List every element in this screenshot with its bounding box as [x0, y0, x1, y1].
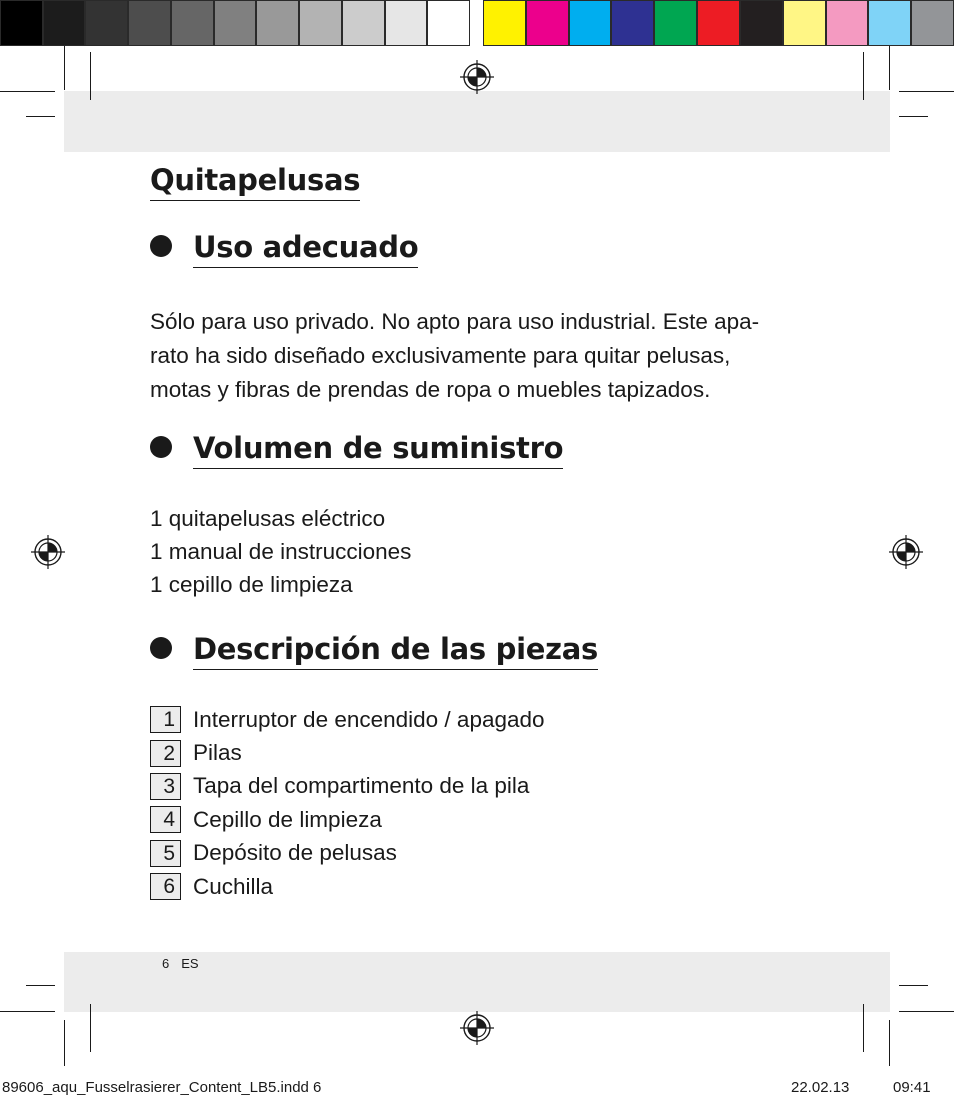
- registration-mark-icon: [460, 1011, 494, 1045]
- cmyk-swatch: [826, 0, 869, 46]
- list-item: 1 cepillo de limpieza: [150, 572, 353, 597]
- part-number: 4: [150, 806, 181, 833]
- section-heading-text: Volumen de suministro: [193, 431, 563, 469]
- part-number: 2: [150, 740, 181, 767]
- slug-date: 22.02.13: [791, 1079, 850, 1096]
- language-code: ES: [181, 956, 199, 971]
- list-item: [150, 803, 545, 836]
- list-item: [150, 703, 545, 736]
- top-band: [64, 91, 890, 152]
- paragraph-line: motas y fibras de prendas de ropa o muebles tapizados.: [150, 377, 711, 402]
- crop-mark: [889, 1020, 890, 1066]
- registration-mark-icon: [31, 535, 65, 569]
- list-item: [150, 770, 545, 803]
- parts-list: [150, 703, 545, 903]
- crop-mark: [863, 52, 864, 100]
- part-label: Pilas: [193, 740, 242, 766]
- volumen-list: [150, 502, 411, 601]
- cmyk-swatch: [526, 0, 569, 46]
- crop-mark: [90, 52, 91, 100]
- cmyk-swatch: [868, 0, 911, 46]
- gray-swatch: [256, 0, 299, 46]
- crop-mark: [26, 985, 55, 986]
- page-number: 6: [162, 956, 170, 971]
- cmyk-swatch: [783, 0, 826, 46]
- page-footer: [162, 956, 199, 971]
- gray-swatch: [427, 0, 470, 46]
- crop-mark: [889, 46, 890, 90]
- crop-mark: [899, 985, 928, 986]
- list-item: [150, 837, 545, 870]
- part-number: 1: [150, 706, 181, 733]
- gray-swatch: [128, 0, 171, 46]
- gray-scale-bar: [0, 0, 470, 46]
- crop-mark: [899, 91, 954, 92]
- section-heading-piezas: [150, 632, 598, 670]
- part-label: Depósito de pelusas: [193, 840, 397, 866]
- cmyk-swatch: [697, 0, 740, 46]
- list-item: 1 manual de instrucciones: [150, 539, 412, 564]
- cmyk-swatch: [911, 0, 954, 46]
- slug-time: 09:41: [893, 1079, 931, 1096]
- list-item: [150, 736, 545, 769]
- gray-swatch: [43, 0, 86, 46]
- crop-mark: [0, 1011, 55, 1012]
- part-label: Interruptor de encendido / apagado: [193, 706, 545, 732]
- gray-swatch: [299, 0, 342, 46]
- cmyk-swatch: [611, 0, 654, 46]
- bullet-icon: [150, 637, 172, 659]
- crop-mark: [26, 116, 55, 117]
- section-heading-text: Uso adecuado: [193, 230, 418, 268]
- part-number: 6: [150, 873, 181, 900]
- page-title: Quitapelusas: [150, 163, 360, 201]
- part-label: Tapa del compartimento de la pila: [193, 773, 530, 799]
- paragraph-line: rato ha sido diseñado exclusivamente para quitar pelusas,: [150, 343, 731, 368]
- uso-paragraph: [150, 305, 759, 407]
- list-item: [150, 870, 545, 903]
- crop-mark: [90, 1004, 91, 1052]
- gray-swatch: [385, 0, 428, 46]
- registration-mark-icon: [889, 535, 923, 569]
- part-label: Cuchilla: [193, 873, 274, 899]
- cmyk-swatch: [654, 0, 697, 46]
- crop-mark: [64, 46, 65, 90]
- cmyk-swatch: [740, 0, 783, 46]
- bullet-icon: [150, 235, 172, 257]
- crop-mark: [899, 1011, 954, 1012]
- list-item: 1 quitapelusas eléctrico: [150, 506, 386, 531]
- crop-mark: [0, 91, 55, 92]
- cmyk-color-bar: [483, 0, 954, 46]
- gray-swatch: [171, 0, 214, 46]
- cmyk-swatch: [569, 0, 612, 46]
- gray-swatch: [0, 0, 43, 46]
- gray-swatch: [214, 0, 257, 46]
- paragraph-line: Sólo para uso privado. No apto para uso industrial. Este apa-: [150, 309, 760, 334]
- part-number: 5: [150, 840, 181, 867]
- registration-mark-icon: [460, 60, 494, 94]
- slug-filename: 89606_aqu_Fusselrasierer_Content_LB5.indd 6: [2, 1079, 322, 1096]
- crop-mark: [64, 1020, 65, 1066]
- bullet-icon: [150, 436, 172, 458]
- cmyk-swatch: [483, 0, 526, 46]
- gray-swatch: [342, 0, 385, 46]
- crop-mark: [863, 1004, 864, 1052]
- section-heading-text: Descripción de las piezas: [193, 632, 598, 670]
- gray-swatch: [85, 0, 128, 46]
- part-number: 3: [150, 773, 181, 800]
- section-heading-volumen: [150, 431, 563, 469]
- section-heading-uso: [150, 230, 418, 268]
- crop-mark: [899, 116, 928, 117]
- part-label: Cepillo de limpieza: [193, 806, 382, 832]
